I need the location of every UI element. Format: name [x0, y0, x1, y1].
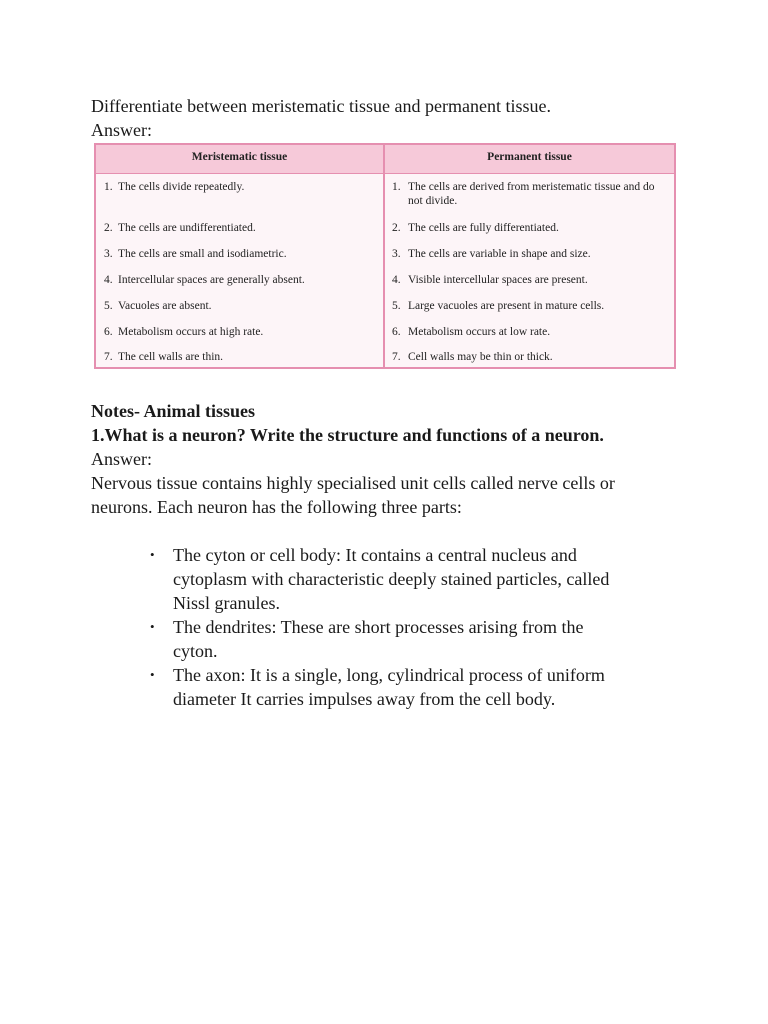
question-text: Differentiate between meristematic tissue and permanent tissue. [91, 96, 552, 116]
cell-text: The cells are undifferentiated. [118, 222, 256, 234]
row-number: 7. [392, 351, 401, 363]
bullet-line: cytoplasm with characteristic deeply stained particles, called [173, 569, 610, 589]
row-number: 7. [104, 351, 113, 363]
cell-text: The cell walls are thin. [118, 351, 224, 363]
bullet-icon: • [150, 547, 155, 562]
cell-text: The cells divide repeatedly. [118, 181, 245, 193]
bullet-icon: • [150, 619, 155, 634]
bullet-text [173, 615, 693, 663]
row-number: 2. [104, 222, 113, 234]
question-heading: 1.What is a neuron? Write the structure and functions of a neuron. [91, 425, 604, 445]
answer-label: Answer: [91, 120, 152, 140]
bullet-icon: • [150, 667, 155, 682]
bullet-line: Nissl granules. [173, 593, 280, 613]
comparison-table [94, 143, 676, 369]
bullet-line: The axon: It is a single, long, cylindrical process of uniform [173, 665, 605, 685]
row-number: 4. [392, 274, 401, 286]
bullet-line: The cyton or cell body: It contains a central nucleus and [173, 545, 577, 565]
bullet-text [173, 543, 693, 615]
bullet-line: diameter It carries impulses away from the cell body. [173, 689, 556, 709]
cell-text: Metabolism occurs at low rate. [408, 326, 551, 338]
bullet-line: cyton. [173, 641, 218, 661]
cell-text: The cells are variable in shape and size. [408, 248, 591, 260]
row-number: 3. [104, 248, 113, 260]
row-number: 5. [392, 300, 401, 312]
row-number: 6. [104, 326, 113, 338]
cell-text: Intercellular spaces are generally absent. [118, 274, 305, 286]
row-number: 3. [392, 248, 401, 260]
row-number: 2. [392, 222, 401, 234]
bullet-text [173, 663, 693, 711]
row-number: 1. [392, 181, 401, 193]
cell-text: The cells are derived from meristematic tissue and do not divide. [408, 181, 655, 207]
row-number: 5. [104, 300, 113, 312]
table-header-permanent: Permanent tissue [487, 151, 572, 163]
table-column-divider [383, 145, 385, 367]
paragraph-line: Nervous tissue contains highly specialised unit cells called nerve cells or [91, 473, 615, 493]
cell-text: The cells are small and isodiametric. [118, 248, 287, 260]
row-number: 1. [104, 181, 113, 193]
cell-text: The cells are fully differentiated. [408, 222, 559, 234]
cell-text: Metabolism occurs at high rate. [118, 326, 264, 338]
cell-text: Large vacuoles are present in mature cells. [408, 300, 605, 312]
bullet-line: The dendrites: These are short processes arising from the [173, 617, 584, 637]
table-header-meristematic: Meristematic tissue [191, 151, 288, 163]
row-number: 6. [392, 326, 401, 338]
paragraph-line: neurons. Each neuron has the following three parts: [91, 497, 462, 517]
cell-text: Visible intercellular spaces are present. [408, 274, 588, 286]
cell-text: Vacuoles are absent. [118, 300, 212, 312]
notes-heading: Notes- Animal tissues [91, 401, 256, 421]
answer-label: Answer: [91, 449, 152, 469]
cell-text: Cell walls may be thin or thick. [408, 351, 553, 363]
row-number: 4. [104, 274, 113, 286]
